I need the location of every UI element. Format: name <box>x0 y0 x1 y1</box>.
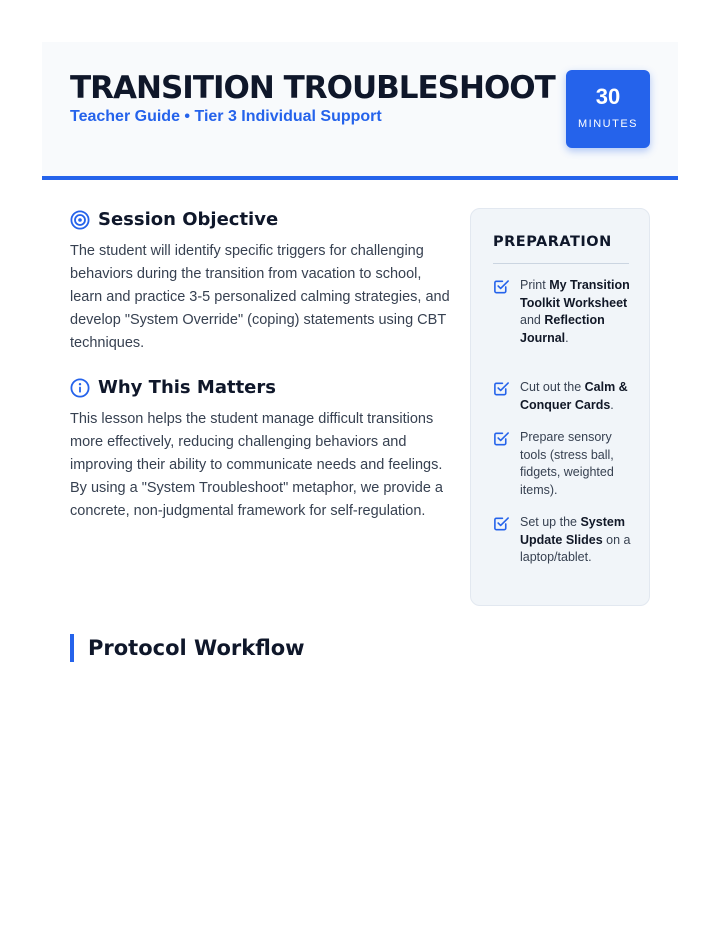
emphasis-text: Reflection Journal <box>520 313 605 345</box>
info-icon <box>70 378 90 398</box>
target-icon <box>70 210 90 230</box>
preparation-item <box>493 277 633 347</box>
preparation-item <box>493 379 633 414</box>
preparation-title: PREPARATION <box>493 234 612 250</box>
duration-unit: MINUTES <box>578 118 638 130</box>
plain-text: Set up the <box>520 515 581 529</box>
emphasis-text: System Update Slides <box>520 515 625 547</box>
checkbox-checked-icon <box>493 278 510 295</box>
page-title: TRANSITION TROUBLESHOOT <box>70 70 555 106</box>
preparation-item-text <box>520 379 633 414</box>
preparation-panel <box>470 208 650 606</box>
objective-text: The student will identify specific triggers for challenging behaviors during the transition from vacation to school, learn and practice 3-5 personalized calming strategies, and develop "System Override" (coping) statements using CBT techniques. <box>70 243 450 351</box>
emphasis-text: Calm & Conquer Cards <box>520 380 628 412</box>
duration-badge <box>566 70 650 148</box>
plain-text: Cut out the <box>520 380 585 394</box>
preparation-item-text <box>520 514 633 567</box>
why-heading <box>70 377 276 398</box>
why-text: This lesson helps the student manage difficult transitions more effectively, reducing challenging behaviors and improving their ability to communicate needs and feelings. By using a "System Troubleshoot" metaphor, we provide a concrete, non-judgmental framework for self-regulation. <box>70 411 443 519</box>
plain-text: . <box>610 397 614 412</box>
checkbox-checked-icon <box>493 515 510 532</box>
duration-value: 30 <box>595 84 621 109</box>
preparation-item-text <box>520 429 633 499</box>
preparation-item-text <box>520 277 633 347</box>
preparation-item <box>493 429 633 499</box>
plain-text: Prepare sensory tools (stress ball, fidgets, weighted items). <box>520 430 614 497</box>
plain-text: on a laptop/tablet. <box>520 532 631 564</box>
workflow-heading: Protocol Workflow <box>70 634 305 662</box>
objective-heading-text: Session Objective <box>98 209 279 230</box>
preparation-item <box>493 514 633 567</box>
preparation-divider <box>493 263 629 264</box>
checkbox-checked-icon <box>493 430 510 447</box>
page-header <box>42 42 678 180</box>
plain-text: Print <box>520 278 550 292</box>
page-subtitle: Teacher Guide • Tier 3 Individual Support <box>70 108 382 125</box>
objective-heading <box>70 209 278 230</box>
checkbox-checked-icon <box>493 380 510 397</box>
plain-text: and <box>520 313 545 327</box>
plain-text: . <box>565 330 569 345</box>
why-heading-text: Why This Matters <box>98 377 276 398</box>
emphasis-text: My Transition Toolkit Worksheet <box>520 278 630 310</box>
